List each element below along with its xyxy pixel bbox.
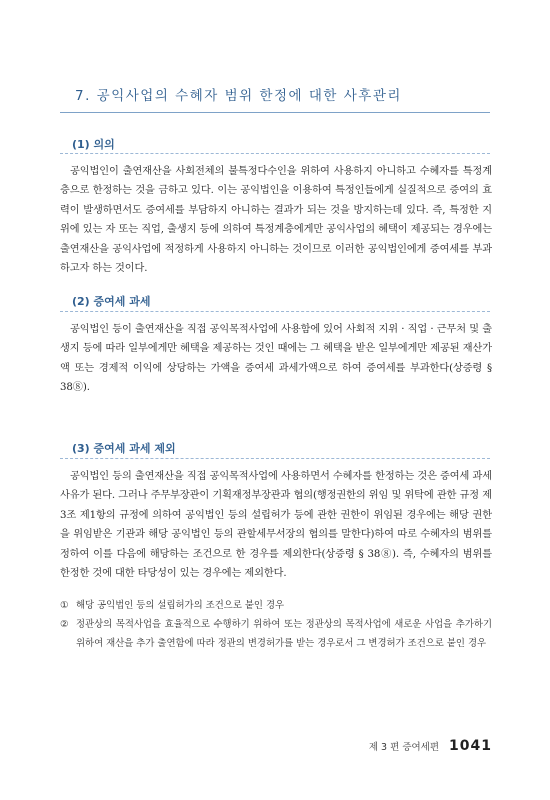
- section-heading-3: (3) 증여세 과세 제외: [72, 442, 176, 455]
- chapter-title: 7. 공익사업의 수혜자 범위 한정에 대한 사후관리: [75, 88, 402, 104]
- section-divider-2: [60, 311, 490, 312]
- list-item: [60, 596, 492, 615]
- page-number: 1041: [449, 738, 492, 754]
- section-divider-1: [60, 153, 490, 154]
- title-divider: [60, 112, 490, 113]
- section-paragraph-1: 공익법인이 출연재산을 사회전체의 불특정다수인을 위하여 사용하지 아니하고 수혜자를 특정계층으로 한정하는 것을 금하고 있다. 이는 공익법인을 이용하여 특정인들에게 실질적으로 증여의 효력이 발생하면서도 증여세를 부담하지 아니하는 결과가 되는 것을 방지하는데 있다. 즉, 특정한 지위에 있는 자 또는 직업, 출생지 등에 의하여 특정계층에게만 공익사업의 혜택이 제공되는 경우에는 출연재산을 공익사업에 적정하게 사용하지 아니하는 것이므로 이러한 공익법인에게 증여세를 부과하고자 하는 것이다.: [60, 166, 492, 275]
- section-paragraph-2: 공익법인 등이 출연재산을 직접 공익목적사업에 사용함에 있어 사회적 지위 · 직업 · 근무처 및 출생지 등에 따라 일부에게만 혜택을 제공하는 것인 때에는 그 혜택을 받은 일부에게만 제공된 재산가액 또는 경제적 이익에 상당하는 가액을 증여세 과세가액으로 하여 증여세를 부과한다(상증령 § 38⑧).: [60, 324, 492, 394]
- list-item: [60, 615, 492, 653]
- footer-section-label: 제 3 편 증여세편: [368, 742, 440, 753]
- exemption-conditions-list: [60, 596, 492, 653]
- list-marker: ①: [60, 600, 69, 611]
- list-item-text: 정관상의 목적사업을 효율적으로 수행하기 위하여 또는 정관상의 목적사업에 새로운 사업을 추가하기 위하여 재산을 추가 출연함에 따라 정관의 변경허가를 받는 경우로서 그 변경허가 조건으로 붙인 경우: [76, 619, 492, 649]
- section-heading-1: (1) 의의: [72, 138, 115, 151]
- list-marker: ②: [60, 619, 69, 630]
- section-divider-3: [60, 458, 490, 459]
- section-paragraph-3: 공익법인 등의 출연재산을 직접 공익목적사업에 사용하면서 수혜자를 한정하는 것은 증여세 과세사유가 된다. 그러나 주무부장관이 기획재정부장관과 협의(행정권한의 위임 및 위탁에 관한 규정 제3조 제1항의 규정에 의하여 공익법인 등의 설립허가 등에 관한 권한이 위임된 경우에는 해당 권한을 위임받은 기관과 해당 공익법인 등의 관할세무서장의 협의를 말한다)하여 따로 수혜자의 범위를 정하여 이를 다음에 해당하는 조건으로 한 경우를 제외한다(상증령 § 38⑧). 즉, 수혜자의 범위를 한정한 것에 대한 타당성이 있는 경우에는 제외한다.: [60, 471, 492, 580]
- section-heading-2: (2) 증여세 과세: [72, 295, 151, 308]
- list-item-text: 해당 공익법인 등의 설립허가의 조건으로 붙인 경우: [76, 600, 285, 611]
- page-footer: [369, 738, 492, 754]
